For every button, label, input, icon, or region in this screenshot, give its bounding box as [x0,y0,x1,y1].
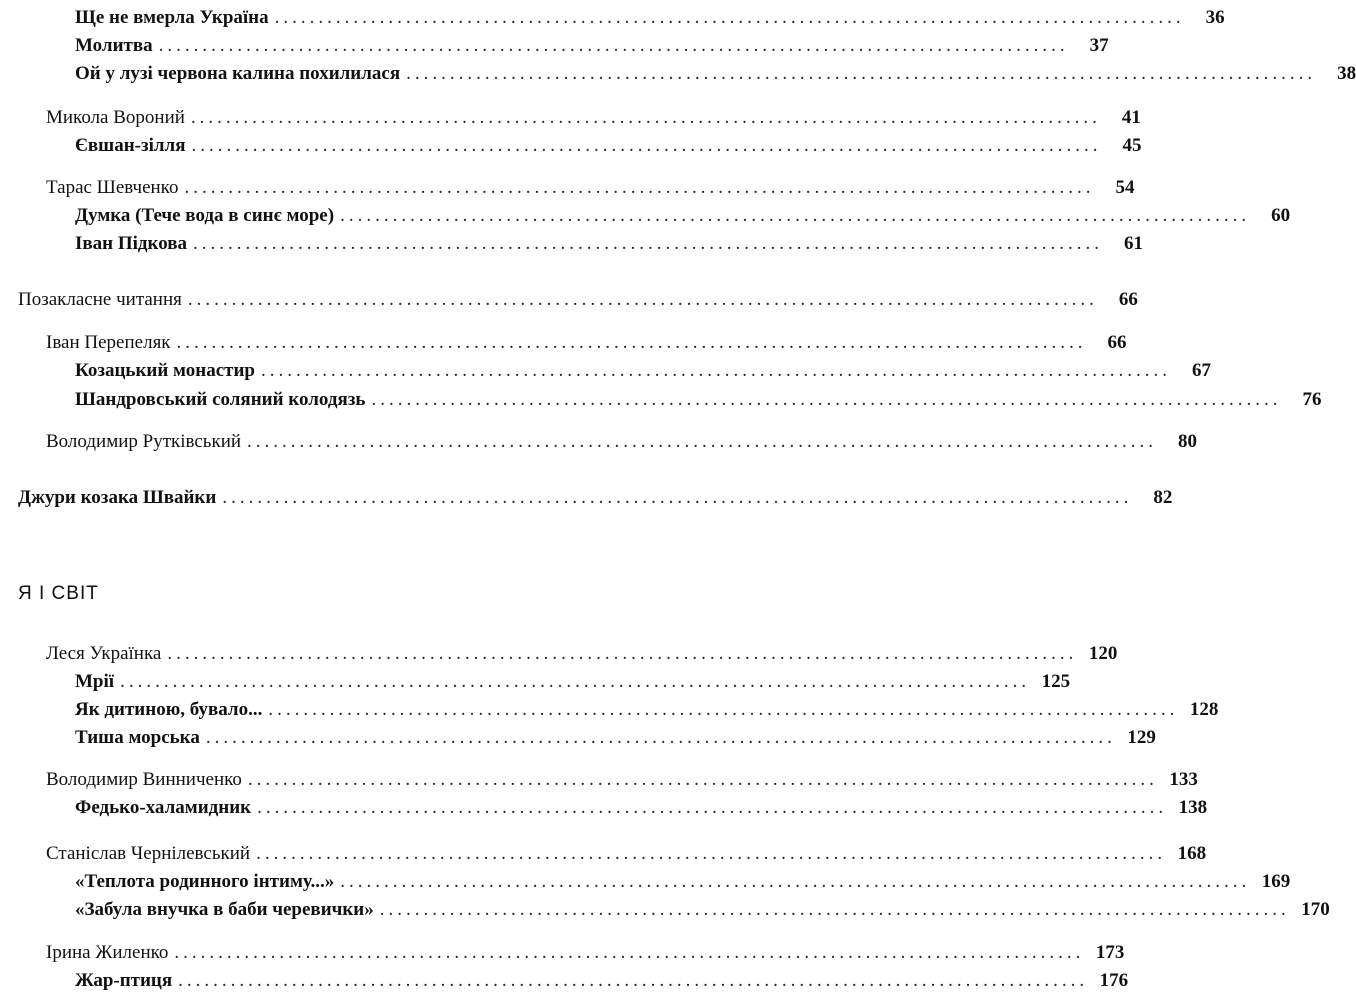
toc-title: Ірина Жиленко [46,942,169,963]
toc-page: 54 [1115,177,1135,198]
leader-dots: ........................................................................................................ [193,233,1104,254]
toc-entry[interactable] [75,356,1211,385]
leader-dots: ........................................................................................................ [184,177,1095,198]
leader-dots: ........................................................................................................ [340,205,1251,226]
leader-dots: ........................................................................................................ [379,899,1290,920]
toc-title: Думка (Тече вода в синє море) [75,205,335,226]
leader-dots: ........................................................................................................ [340,871,1251,892]
toc-title: Володимир Рутківський [46,431,242,452]
leader-dots: ........................................................................................................ [222,487,1133,508]
toc-title: Євшан-зілля [75,135,186,156]
toc-entry[interactable] [18,483,1173,512]
leader-dots: ........................................................................................................ [205,727,1116,748]
toc-title: «Теплота родинного інтиму...» [75,871,335,892]
leader-dots: ........................................................................................................ [187,289,1098,310]
toc-page: 37 [1089,35,1109,56]
toc-page: 66 [1107,332,1127,353]
leader-dots: ........................................................................................................ [174,942,1085,963]
toc-entry[interactable] [75,3,1225,32]
toc-entry[interactable] [46,328,1127,357]
toc-page: 176 [1099,970,1129,991]
toc-title: Жар-птиця [75,970,173,991]
toc-page: 128 [1189,699,1219,720]
toc-title: Як дитиною, бувало... [75,699,263,720]
toc-title: Станіслав Чернілевський [46,843,251,864]
toc-entry[interactable] [46,103,1141,132]
toc-entry[interactable] [75,793,1208,822]
leader-dots: ........................................................................................................ [274,7,1185,28]
toc-title: Шандровський соляний колодязь [75,389,366,410]
toc-page: 45 [1122,135,1142,156]
toc-title: Іван Перепеляк [46,332,171,353]
toc-entry[interactable] [46,938,1125,967]
leader-dots: ........................................................................................................ [176,332,1087,353]
toc-entry[interactable] [18,285,1138,314]
leader-dots: ........................................................................................................ [260,360,1171,381]
toc-entry[interactable] [75,695,1219,724]
leader-dots: ........................................................................................................ [167,643,1078,664]
toc-page: 125 [1041,671,1071,692]
toc-entry[interactable] [75,131,1142,160]
toc-title: «Забула внучка в баби черевички» [75,899,374,920]
leader-dots: ........................................................................................................ [257,797,1168,818]
toc-title: Ой у лузі червона калина похилилася [75,63,401,84]
leader-dots: ........................................................................................................ [120,671,1031,692]
toc-page: 138 [1178,797,1208,818]
toc-page: 38 [1337,63,1356,84]
leader-dots: ........................................................................................................ [158,35,1069,56]
toc-entry[interactable] [75,31,1109,60]
toc-page: 67 [1191,360,1211,381]
toc-entry[interactable] [46,839,1207,868]
toc-page: 41 [1121,107,1141,128]
toc-entry[interactable] [75,59,1356,88]
leader-dots: ........................................................................................................ [268,699,1179,720]
toc-page: 120 [1088,643,1118,664]
toc-page: 60 [1271,205,1291,226]
toc-title: Леся Українка [46,643,162,664]
leader-dots: ........................................................................................................ [191,135,1102,156]
toc-title: Молитва [75,35,153,56]
toc-page: 168 [1177,843,1207,864]
toc-entry[interactable] [75,201,1291,230]
toc-entry[interactable] [75,895,1330,924]
toc-page: 169 [1261,871,1291,892]
toc-title: Козацький монастир [75,360,255,381]
toc-entry[interactable] [46,765,1198,794]
leader-dots: ........................................................................................................ [247,431,1158,452]
toc-entry[interactable] [75,867,1291,896]
toc-title: Джури козака Швайки [18,487,217,508]
leader-dots: ........................................................................................................ [247,769,1158,790]
toc-title: Федько-халамидник [75,797,252,818]
leader-dots: ........................................................................................................ [256,843,1167,864]
toc-entry[interactable] [75,966,1129,995]
toc-entry[interactable] [75,723,1156,752]
toc-entry[interactable] [46,427,1198,456]
toc-title: Микола Вороний [46,107,185,128]
toc-title: Ще не вмерла Україна [75,7,269,28]
toc-page: 129 [1127,727,1156,748]
toc-entry[interactable] [75,385,1322,414]
toc-entry[interactable] [75,667,1071,696]
toc-page: 82 [1153,487,1173,508]
toc-page: 133 [1169,769,1198,790]
toc-title: Іван Підкова [75,233,188,254]
toc-entry[interactable] [75,229,1144,258]
toc-page: 66 [1118,289,1138,310]
toc-page: 173 [1095,942,1125,963]
toc-title: Тарас Шевченко [46,177,179,198]
leader-dots: ........................................................................................................ [178,970,1089,991]
toc-title: Мрії [75,671,115,692]
toc-page: 76 [1302,389,1322,410]
toc-entry[interactable] [46,173,1135,202]
toc-title: Тиша морська [75,727,200,748]
toc-title: Позакласне читання [18,289,182,310]
toc-title: Володимир Винниченко [46,769,242,790]
toc-page: 61 [1124,233,1144,254]
section-heading: Я І СВІТ [18,583,99,604]
toc-page: 36 [1205,7,1225,28]
leader-dots: ........................................................................................................ [371,389,1282,410]
leader-dots: ........................................................................................................ [406,63,1317,84]
toc-page: 170 [1301,899,1330,920]
leader-dots: ........................................................................................................ [190,107,1101,128]
toc-entry[interactable] [46,639,1118,668]
toc-page: 80 [1178,431,1198,452]
